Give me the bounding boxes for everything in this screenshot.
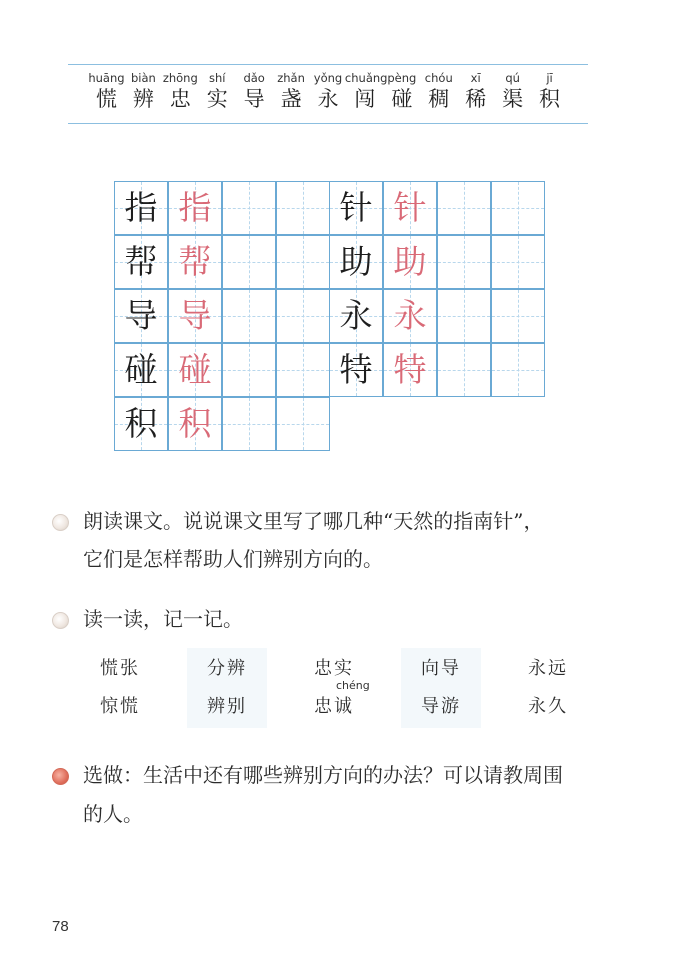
grid-cell-char [168, 397, 222, 451]
word-bottom: 永久 [528, 696, 568, 717]
grid-cell-char [329, 181, 383, 235]
task-bullet-icon [52, 612, 69, 629]
vocab-hanzi: 积 [539, 87, 561, 111]
grid-cell-char [168, 181, 222, 235]
grid-cell-char [114, 235, 168, 289]
vocab-item [197, 70, 237, 112]
grid-cell-char [114, 343, 168, 397]
grid-cell-char [114, 181, 168, 235]
grid-cell-char [383, 181, 437, 235]
grid-guide-line [518, 290, 519, 342]
grid-cell-char [383, 289, 437, 343]
grid-cell-empty [222, 235, 276, 289]
grid-guide-line [464, 236, 465, 288]
word-column [401, 648, 481, 728]
task-1-line-1: 朗读课文。说说课文里写了哪几种“天然的指南针”， [83, 509, 544, 533]
vocab-item [308, 70, 348, 112]
grid-cell-char [168, 343, 222, 397]
vocab-item [234, 70, 274, 112]
word-top: 向导 [421, 658, 461, 679]
vocab-pinyin: chóu [424, 71, 453, 85]
word-top: 分辨 [207, 658, 247, 679]
tracing-character: 碰 [178, 350, 212, 389]
grid-cell-char [383, 343, 437, 397]
vocab-pinyin: pèng [387, 71, 417, 85]
word-top: 永远 [528, 658, 568, 679]
grid-guide-line [249, 290, 250, 342]
page-number: 78 [52, 918, 69, 935]
grid-cell-empty [276, 343, 330, 397]
vocab-item [344, 70, 388, 112]
grid-guide-line [464, 344, 465, 396]
grid-cell-empty [491, 343, 545, 397]
grid-cell-char [329, 343, 383, 397]
grid-cell-empty [276, 181, 330, 235]
grid-cell-empty [491, 235, 545, 289]
word-table [88, 648, 608, 728]
grid-cell-char [114, 289, 168, 343]
vocab-pinyin: zhōng [162, 71, 198, 85]
vocab-hanzi: 稀 [465, 87, 487, 111]
model-character: 指 [124, 188, 158, 227]
vocab-hanzi: 导 [243, 87, 265, 111]
grid-cell-empty [491, 289, 545, 343]
tracing-character: 助 [393, 242, 427, 281]
vocab-item [86, 70, 126, 112]
grid-guide-line [518, 236, 519, 288]
grid-cell-empty [437, 343, 491, 397]
grid-cell-char [168, 235, 222, 289]
grid-guide-line [518, 344, 519, 396]
vocab-hanzi: 盏 [280, 87, 302, 111]
vocab-hanzi: 忠 [169, 87, 191, 111]
model-character: 导 [124, 296, 158, 335]
vocab-pinyin: xī [470, 71, 481, 85]
grid-guide-line [249, 398, 250, 450]
grid-cell-empty [276, 397, 330, 451]
model-character: 帮 [124, 242, 158, 281]
tracing-character: 帮 [178, 242, 212, 281]
vocab-item [123, 70, 163, 112]
grid-guide-line [303, 398, 304, 450]
grid-cell-char [329, 289, 383, 343]
grid-cell-empty [222, 289, 276, 343]
vocab-item [530, 70, 570, 112]
word-top: 忠实 [314, 658, 354, 679]
vocab-pinyin: dǎo [243, 71, 265, 85]
task-3-line-1: 选做：生活中还有哪些辨别方向的办法？可以请教周围 [83, 763, 563, 787]
vocab-pinyin: qú [505, 71, 520, 85]
grid-cell-char [383, 235, 437, 289]
vocab-item [160, 70, 200, 112]
grid-cell-empty [222, 181, 276, 235]
grid-cell-empty [222, 343, 276, 397]
vocab-hanzi: 稠 [428, 87, 450, 111]
grid-cell-empty [276, 235, 330, 289]
grid-cell-char [168, 289, 222, 343]
vocab-bottom-rule [68, 123, 588, 124]
word-top: 慌张 [100, 658, 140, 679]
vocab-item [271, 70, 311, 112]
tracing-character: 针 [393, 188, 427, 227]
vocab-hanzi: 闯 [354, 87, 376, 111]
grid-cell-empty [491, 181, 545, 235]
vocabulary-list [88, 70, 568, 116]
grid-cell-empty [437, 289, 491, 343]
grid-guide-line [303, 236, 304, 288]
grid-cell-empty [437, 235, 491, 289]
tracing-character: 特 [393, 350, 427, 389]
vocab-pinyin: shí [208, 71, 226, 85]
vocab-item [382, 70, 422, 112]
tracing-character: 指 [178, 188, 212, 227]
vocab-hanzi: 实 [206, 87, 228, 111]
word-bottom: 惊慌 [100, 696, 140, 717]
word-bottom: 导游 [421, 696, 461, 717]
word-column [508, 648, 588, 728]
grid-cell-char [329, 235, 383, 289]
grid-guide-line [249, 344, 250, 396]
task-1-line-2: 它们是怎样帮助人们辨别方向的。 [83, 547, 383, 571]
vocab-pinyin: yǒng [313, 71, 343, 85]
task-3-line-2: 的人。 [83, 802, 143, 826]
tracing-character: 导 [178, 296, 212, 335]
grid-cell-empty [437, 181, 491, 235]
task-bullet-icon [52, 514, 69, 531]
vocab-hanzi: 渠 [502, 87, 524, 111]
model-character: 针 [339, 188, 373, 227]
model-character: 积 [124, 404, 158, 443]
optional-task-bullet-icon [52, 768, 69, 785]
model-character: 特 [339, 350, 373, 389]
vocab-pinyin: biàn [130, 71, 156, 85]
vocab-hanzi: 慌 [95, 87, 117, 111]
word-column [80, 648, 160, 728]
grid-guide-line [518, 182, 519, 234]
vocab-hanzi: 碰 [391, 87, 413, 111]
grid-guide-line [464, 182, 465, 234]
vocab-item [419, 70, 459, 112]
grid-cell-empty [276, 289, 330, 343]
word-column [187, 648, 267, 728]
vocab-hanzi: 辨 [132, 87, 154, 111]
grid-cell-char [114, 397, 168, 451]
word-ruby-pinyin: chéng [336, 679, 370, 692]
model-character: 永 [339, 296, 373, 335]
grid-cell-empty [222, 397, 276, 451]
vocab-pinyin: chuǎng [344, 71, 388, 85]
grid-guide-line [303, 344, 304, 396]
vocab-item [456, 70, 496, 112]
word-bottom: 辨别 [207, 696, 247, 717]
word-bottom: 忠诚 [314, 696, 354, 717]
tracing-character: 积 [178, 404, 212, 443]
vocab-pinyin: jī [546, 71, 553, 85]
grid-guide-line [249, 182, 250, 234]
grid-guide-line [249, 236, 250, 288]
word-column [294, 648, 374, 728]
model-character: 助 [339, 242, 373, 281]
vocab-top-rule [68, 64, 588, 65]
vocab-pinyin: zhǎn [277, 71, 305, 85]
tracing-character: 永 [393, 296, 427, 335]
vocab-pinyin: huāng [88, 71, 125, 85]
vocab-hanzi: 永 [317, 87, 339, 111]
task-2-line-1: 读一读，记一记。 [83, 607, 243, 631]
grid-guide-line [303, 182, 304, 234]
vocab-item [493, 70, 533, 112]
model-character: 碰 [124, 350, 158, 389]
grid-guide-line [303, 290, 304, 342]
grid-guide-line [464, 290, 465, 342]
